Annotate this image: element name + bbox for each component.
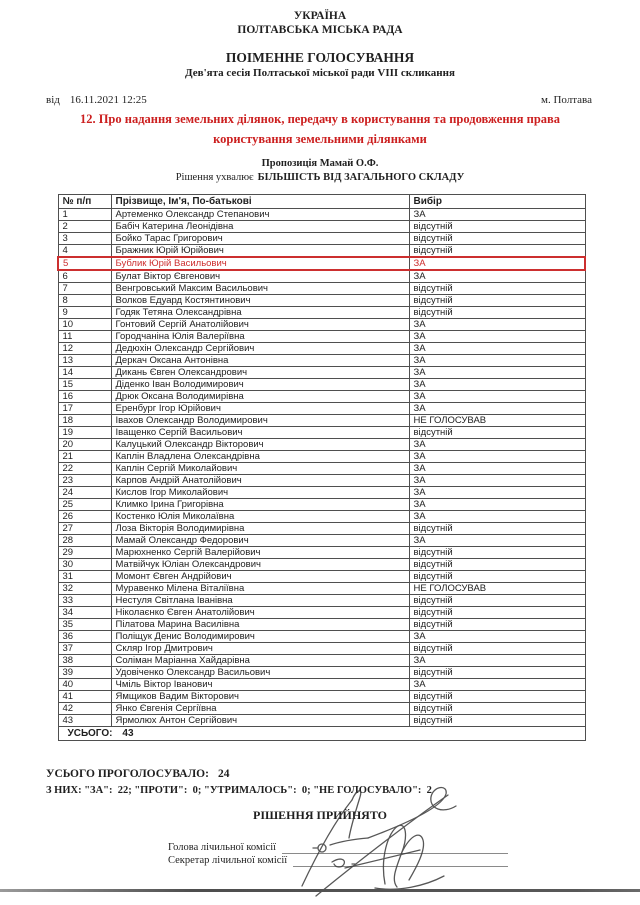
deputy-name: Годяк Тетяна Олександрівна xyxy=(111,307,409,319)
signature-block xyxy=(168,841,508,867)
row-number: 11 xyxy=(58,331,111,343)
vote-choice: НЕ ГОЛОСУВАВ xyxy=(409,583,585,595)
table-row xyxy=(58,619,585,631)
row-number: 21 xyxy=(58,451,111,463)
total-row xyxy=(58,727,585,741)
row-number: 35 xyxy=(58,619,111,631)
vote-choice: ЗА xyxy=(409,391,585,403)
table-row xyxy=(58,379,585,391)
vote-choice: відсутній xyxy=(409,221,585,233)
vote-choice: ЗА xyxy=(409,270,585,283)
vote-choice: ЗА xyxy=(409,403,585,415)
deputy-name: Каплін Владлена Олександрівна xyxy=(111,451,409,463)
row-number: 34 xyxy=(58,607,111,619)
vote-choice: відсутній xyxy=(409,571,585,583)
table-row xyxy=(58,715,585,727)
vote-choice: ЗА xyxy=(409,257,585,270)
table-row xyxy=(58,607,585,619)
row-number: 10 xyxy=(58,319,111,331)
table-row xyxy=(58,559,585,571)
vote-choice: ЗА xyxy=(409,379,585,391)
deputy-name: Венгровський Максим Васильович xyxy=(111,283,409,295)
vote-choice: ЗА xyxy=(409,655,585,667)
deputy-name: Волков Едуард Костянтинович xyxy=(111,295,409,307)
doc-title: ПОІМЕННЕ ГОЛОСУВАННЯ xyxy=(225,50,415,65)
deputy-name: Кислов Ігор Миколайович xyxy=(111,487,409,499)
row-number: 27 xyxy=(58,523,111,535)
deputy-name: Ярмолюх Антон Сергійович xyxy=(111,715,409,727)
vote-choice: ЗА xyxy=(409,355,585,367)
row-number: 29 xyxy=(58,547,111,559)
deputy-name: Каплін Сергій Миколайович xyxy=(111,463,409,475)
vote-choice: НЕ ГОЛОСУВАВ xyxy=(409,415,585,427)
table-row xyxy=(58,643,585,655)
deputy-name: Бабіч Катерина Леонідівна xyxy=(111,221,409,233)
table-row xyxy=(58,427,585,439)
row-number: 33 xyxy=(58,595,111,607)
page-bottom-edge xyxy=(0,889,640,892)
deputy-name: Дикань Євген Олександрович xyxy=(111,367,409,379)
table-row xyxy=(58,547,585,559)
country-name: УКРАЇНА xyxy=(293,10,347,22)
row-number: 14 xyxy=(58,367,111,379)
voting-table xyxy=(57,194,586,741)
deputy-name: Ямщиков Вадим Вікторович xyxy=(111,691,409,703)
vote-choice: відсутній xyxy=(409,307,585,319)
table-row xyxy=(58,415,585,427)
table-row xyxy=(58,343,585,355)
deputy-name: Артеменко Олександр Степанович xyxy=(111,209,409,221)
deputy-name: Пілатова Марина Василівна xyxy=(111,619,409,631)
head-of-commission-label: Голова лічильної комісії xyxy=(168,842,277,853)
deputy-name: Еренбург Ігор Юрійович xyxy=(111,403,409,415)
row-number: 2 xyxy=(58,221,111,233)
total-voted-line xyxy=(46,768,640,781)
vote-choice: відсутній xyxy=(409,667,585,679)
table-row xyxy=(58,487,585,499)
table-row xyxy=(58,475,585,487)
session-subtitle: Дев'ята сесія Полтаської міської ради VIII скликання xyxy=(185,67,455,79)
vote-choice: відсутній xyxy=(409,547,585,559)
table-row xyxy=(58,499,585,511)
row-number: 25 xyxy=(58,499,111,511)
agenda-item-title: 12. Про надання земельних ділянок, передачу в користування та продовження права користування земельними ділянками xyxy=(79,112,561,146)
deputy-name: Нестуля Світлана Іванівна xyxy=(111,595,409,607)
row-number: 16 xyxy=(58,391,111,403)
table-row xyxy=(58,245,585,258)
deputy-name: Марюхненко Сергій Валерійович xyxy=(111,547,409,559)
table-row xyxy=(58,283,585,295)
deputy-name: Булат Віктор Євгенович xyxy=(111,270,409,283)
deputy-name: Мамай Олександр Федорович xyxy=(111,535,409,547)
vote-choice: відсутній xyxy=(409,523,585,535)
table-row xyxy=(58,221,585,233)
deputy-name: Карпов Андрій Анатолійович xyxy=(111,475,409,487)
date-value: 16.11.2021 12:25 xyxy=(69,94,147,106)
deputy-name: Скляр Ігор Дмитрович xyxy=(111,643,409,655)
deputy-name: Бражник Юрій Юрійович xyxy=(111,245,409,258)
vote-choice: ЗА xyxy=(409,331,585,343)
decision-rule-prefix: Рішення ухвалює xyxy=(175,172,254,183)
deputy-name: Дрюк Оксана Володимирівна xyxy=(111,391,409,403)
table-row xyxy=(58,439,585,451)
row-number: 23 xyxy=(58,475,111,487)
vote-choice: ЗА xyxy=(409,319,585,331)
table-row xyxy=(58,691,585,703)
row-number: 17 xyxy=(58,403,111,415)
deputy-name: Матвійчук Юліан Олександрович xyxy=(111,559,409,571)
total-voted-label: УСЬОГО ПРОГОЛОСУВАЛО: xyxy=(46,768,209,780)
result-line: РІШЕННЯ ПРИЙНЯТО xyxy=(252,808,388,822)
row-number: 18 xyxy=(58,415,111,427)
row-number: 19 xyxy=(58,427,111,439)
table-row xyxy=(58,631,585,643)
table-row xyxy=(58,331,585,343)
council-name: ПОЛТАВСЬКА МІСЬКА РАДА xyxy=(237,24,403,36)
vote-choice: ЗА xyxy=(409,463,585,475)
table-row xyxy=(58,679,585,691)
table-row xyxy=(58,319,585,331)
table-row xyxy=(58,209,585,221)
vote-choice: ЗА xyxy=(409,511,585,523)
vote-choice: ЗА xyxy=(409,451,585,463)
deputy-name: Івахов Олександр Володимирович xyxy=(111,415,409,427)
signature-row-head xyxy=(168,841,508,854)
row-number: 9 xyxy=(58,307,111,319)
vote-choice: відсутній xyxy=(409,607,585,619)
city-value: м. Полтава xyxy=(540,94,592,106)
total-label: УСЬОГО: xyxy=(67,728,113,739)
row-number: 30 xyxy=(58,559,111,571)
signature-line-head xyxy=(282,844,508,854)
row-number: 31 xyxy=(58,571,111,583)
row-number: 1 xyxy=(58,209,111,221)
date-label: від xyxy=(46,94,60,106)
table-row xyxy=(58,403,585,415)
col-header-number: № п/п xyxy=(58,195,111,209)
deputy-name: Янко Євгенія Сергіївна xyxy=(111,703,409,715)
vote-choice: відсутній xyxy=(409,595,585,607)
row-number: 37 xyxy=(58,643,111,655)
row-number: 20 xyxy=(58,439,111,451)
table-row xyxy=(58,355,585,367)
row-number: 38 xyxy=(58,655,111,667)
row-number: 13 xyxy=(58,355,111,367)
deputy-name: Удовіченко Олександр Васильович xyxy=(111,667,409,679)
vote-choice: ЗА xyxy=(409,367,585,379)
row-number: 12 xyxy=(58,343,111,355)
table-row xyxy=(58,257,585,270)
table-row xyxy=(58,463,585,475)
table-row xyxy=(58,233,585,245)
deputy-name: Муравенко Мілена Віталіївна xyxy=(111,583,409,595)
vote-choice: відсутній xyxy=(409,295,585,307)
row-number: 5 xyxy=(58,257,111,270)
deputy-name: Гонтовий Сергій Анатолійович xyxy=(111,319,409,331)
decision-rule-value: БІЛЬШІСТЬ ВІД ЗАГАЛЬНОГО СКЛАДУ xyxy=(257,172,465,183)
deputy-name: Дедюхін Олександр Сергійович xyxy=(111,343,409,355)
secretary-of-commission-label: Секретар лічильної комісії xyxy=(168,855,288,866)
vote-choice: ЗА xyxy=(409,535,585,547)
vote-choice: ЗА xyxy=(409,487,585,499)
table-row xyxy=(58,595,585,607)
signature-line-secretary xyxy=(293,857,508,867)
row-number: 7 xyxy=(58,283,111,295)
deputy-name: Лоза Вікторія Володимирівна xyxy=(111,523,409,535)
row-number: 26 xyxy=(58,511,111,523)
vote-choice: відсутній xyxy=(409,703,585,715)
deputy-name: Климко Ірина Григорівна xyxy=(111,499,409,511)
deputy-name: Момонт Євген Андрійович xyxy=(111,571,409,583)
vote-choice: ЗА xyxy=(409,631,585,643)
table-row xyxy=(58,451,585,463)
vote-breakdown-line: З НИХ: "ЗА": 22; "ПРОТИ": 0; "УТРИМАЛОСЬ": 0; "НЕ ГОЛОСУВАЛО": 2 xyxy=(46,785,432,796)
row-number: 43 xyxy=(58,715,111,727)
deputy-name: Бублик Юрій Васильович xyxy=(111,257,409,270)
total-cell xyxy=(58,727,585,741)
row-number: 42 xyxy=(58,703,111,715)
table-row xyxy=(58,655,585,667)
table-row xyxy=(58,703,585,715)
signature-row-secretary xyxy=(168,854,508,867)
deputy-name: Діденко Іван Володимирович xyxy=(111,379,409,391)
row-number: 6 xyxy=(58,270,111,283)
vote-choice: ЗА xyxy=(409,439,585,451)
table-row xyxy=(58,535,585,547)
table-row xyxy=(58,307,585,319)
vote-choice: відсутній xyxy=(409,233,585,245)
vote-choice: ЗА xyxy=(409,679,585,691)
row-number: 40 xyxy=(58,679,111,691)
row-number: 39 xyxy=(58,667,111,679)
voting-table-body xyxy=(58,209,585,727)
table-row xyxy=(58,270,585,283)
row-number: 8 xyxy=(58,295,111,307)
deputy-name: Калуцький Олександр Вікторович xyxy=(111,439,409,451)
table-header-row xyxy=(58,195,585,209)
row-number: 15 xyxy=(58,379,111,391)
row-number: 28 xyxy=(58,535,111,547)
vote-choice: ЗА xyxy=(409,343,585,355)
decision-rule-line xyxy=(0,172,640,184)
vote-choice: відсутній xyxy=(409,427,585,439)
vote-choice: відсутній xyxy=(409,559,585,571)
total-voted-value: 24 xyxy=(217,768,230,780)
col-header-vote: Вибір xyxy=(409,195,585,209)
table-row xyxy=(58,391,585,403)
table-row xyxy=(58,295,585,307)
vote-choice: відсутній xyxy=(409,715,585,727)
vote-choice: відсутній xyxy=(409,245,585,258)
deputy-name: Деркач Оксана Антонівна xyxy=(111,355,409,367)
row-number: 3 xyxy=(58,233,111,245)
deputy-name: Чміль Віктор Іванович xyxy=(111,679,409,691)
table-row xyxy=(58,583,585,595)
row-number: 24 xyxy=(58,487,111,499)
vote-choice: відсутній xyxy=(409,619,585,631)
col-header-name: Прізвище, Ім'я, По-батькові xyxy=(111,195,409,209)
table-row xyxy=(58,571,585,583)
row-number: 41 xyxy=(58,691,111,703)
table-row xyxy=(58,511,585,523)
deputy-name: Городчаніна Юлія Валеріївна xyxy=(111,331,409,343)
deputy-name: Іващенко Сергій Васильович xyxy=(111,427,409,439)
proposal-line: Пропозиція Мамай О.Ф. xyxy=(261,158,379,169)
row-number: 32 xyxy=(58,583,111,595)
vote-choice: ЗА xyxy=(409,475,585,487)
vote-choice: відсутній xyxy=(409,283,585,295)
vote-choice: ЗА xyxy=(409,499,585,511)
total-value: 43 xyxy=(122,728,134,739)
row-number: 22 xyxy=(58,463,111,475)
vote-choice: відсутній xyxy=(409,643,585,655)
deputy-name: Поліщук Денис Володимирович xyxy=(111,631,409,643)
row-number: 4 xyxy=(58,245,111,258)
table-row xyxy=(58,667,585,679)
deputy-name: Ніколаєнко Євген Анатолійович xyxy=(111,607,409,619)
deputy-name: Бойко Тарас Григорович xyxy=(111,233,409,245)
deputy-name: Соліман Маріанна Хайдарівна xyxy=(111,655,409,667)
table-row xyxy=(58,523,585,535)
deputy-name: Костенко Юлія Миколаївна xyxy=(111,511,409,523)
vote-choice: відсутній xyxy=(409,691,585,703)
table-row xyxy=(58,367,585,379)
date-line xyxy=(46,94,592,106)
vote-choice: ЗА xyxy=(409,209,585,221)
row-number: 36 xyxy=(58,631,111,643)
